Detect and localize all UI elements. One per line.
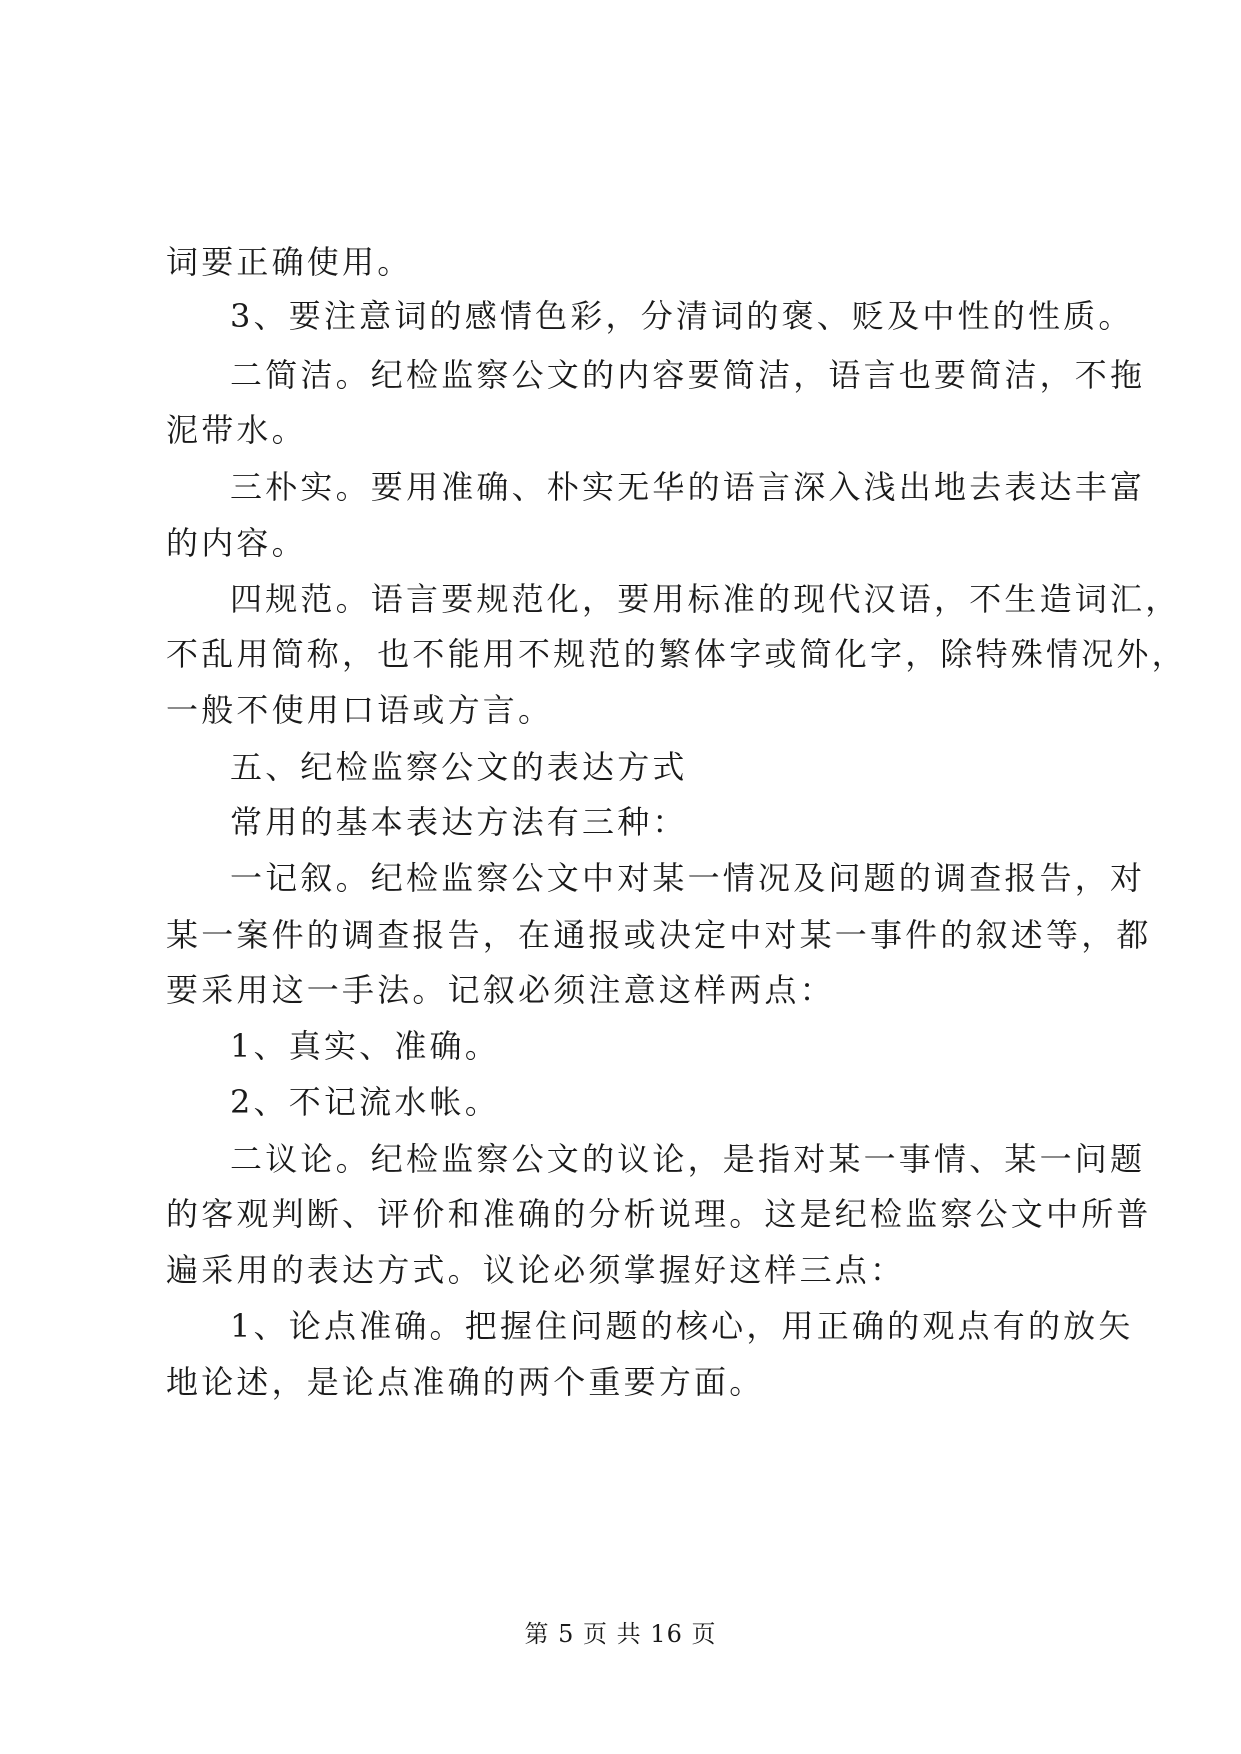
paragraph-line: 的客观判断、评价和准确的分析说理。这是纪检监察公文中所普	[166, 1195, 1152, 1233]
paragraph-line: 一般不使用口语或方言。	[166, 691, 554, 729]
paragraph-line: 1、真实、准确。	[230, 1027, 500, 1065]
page-number-footer: 第 5 页 共 16 页	[524, 1620, 717, 1648]
paragraph-line: 要采用这一手法。记叙必须注意这样两点：	[166, 971, 835, 1009]
paragraph-line: 的内容。	[166, 524, 307, 562]
paragraph-line: 不乱用简称，也不能用不规范的繁体字或简化字，除特殊情况外，	[166, 635, 1187, 673]
paragraph-line: 2、不记流水帐。	[230, 1083, 500, 1121]
paragraph-line: 某一案件的调查报告，在通报或决定中对某一事件的叙述等，都	[166, 916, 1152, 954]
paragraph-line: 一记叙。纪检监察公文中对某一情况及问题的调查报告，对	[230, 859, 1146, 897]
section-heading: 五、纪检监察公文的表达方式	[230, 748, 688, 786]
paragraph-line: 地论述，是论点准确的两个重要方面。	[166, 1363, 765, 1401]
paragraph-line: 常用的基本表达方法有三种：	[230, 803, 688, 841]
paragraph-line: 遍采用的表达方式。议论必须掌握好这样三点：	[166, 1251, 906, 1289]
paragraph-line: 词要正确使用。	[166, 243, 413, 281]
paragraph-line: 3、要注意词的感情色彩，分清词的褒、贬及中性的性质。	[230, 297, 1134, 335]
paragraph-line: 泥带水。	[166, 411, 307, 449]
paragraph-line: 二议论。纪检监察公文的议论，是指对某一事情、某一问题	[230, 1140, 1146, 1178]
paragraph-line: 四规范。语言要规范化，要用标准的现代汉语，不生造词汇，	[230, 580, 1181, 618]
paragraph-line: 二简洁。纪检监察公文的内容要简洁，语言也要简洁，不拖	[230, 356, 1146, 394]
paragraph-line: 1、论点准确。把握住问题的核心，用正确的观点有的放矢	[230, 1307, 1134, 1345]
paragraph-line: 三朴实。要用准确、朴实无华的语言深入浅出地去表达丰富	[230, 468, 1146, 506]
